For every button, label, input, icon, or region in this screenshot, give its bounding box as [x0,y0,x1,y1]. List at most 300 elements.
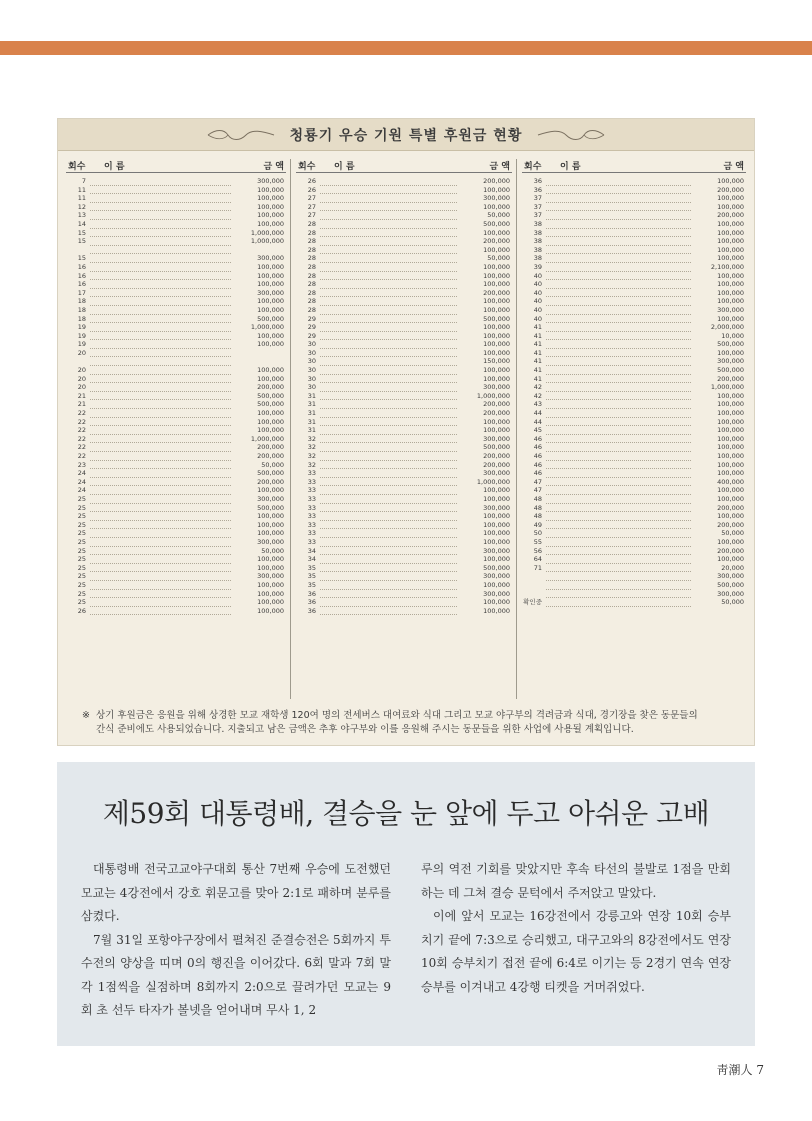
row-amount: 500,000 [717,580,744,589]
table-row [66,203,286,212]
table-row [522,332,746,341]
row-round: 20 [77,374,86,383]
row-name [546,486,691,495]
row-amount: 300,000 [257,537,284,546]
row-round: 25 [77,503,86,512]
table-row [66,512,286,521]
panel-note [82,709,742,737]
table-row [522,426,746,435]
row-name [320,340,457,349]
row-name [320,555,457,564]
row-name [90,263,231,272]
table-row [296,340,512,349]
row-amount: 50,000 [487,254,510,263]
row-amount: 100,000 [483,426,510,435]
row-round: 28 [307,237,316,246]
row-round: 40 [533,288,542,297]
table-row [522,392,746,401]
article-paragraph: 7월 31일 포항야구장에서 펼쳐진 준결승전은 5회까지 투수전의 양상을 띠며 0의 행진을 이어갔다. 6회 말과 7회 말 각 1점씩을 실점하며 8회까지 2:0으로 끌려가던 모교는 9회 초 선두 타자가 볼넷을 얻어내며 무사 1, 2 [81,932,391,1017]
row-round: 20 [77,366,86,375]
table-row [296,357,512,366]
row-amount: 100,000 [483,271,510,280]
row-round: 25 [77,555,86,564]
table-column-2 [296,159,512,699]
row-round: 24 [77,486,86,495]
note-mark: ※ [82,710,90,721]
row-amount: 300,000 [257,288,284,297]
row-amount: 100,000 [717,512,744,521]
row-name [546,392,691,401]
row-round: 46 [533,469,542,478]
row-name [320,332,457,341]
row-amount: 100,000 [717,555,744,564]
row-amount: 300,000 [257,254,284,263]
page-number: 靑潮人 7 [716,1063,764,1077]
table-row [522,547,746,556]
table-row [522,297,746,306]
table-row [66,289,286,298]
row-name [90,547,231,556]
row-round: 21 [77,391,86,400]
row-amount: 200,000 [257,452,284,460]
row-amount [234,246,286,255]
row-round: 49 [533,520,542,529]
row-name [90,512,231,521]
row-round: 22 [77,417,86,426]
table-row [522,254,746,263]
table-row [296,495,512,504]
row-name [546,340,691,349]
row-round: 25 [77,589,86,598]
row-round: 41 [533,340,542,349]
donor-panel [57,118,755,746]
article-paragraph: 대통령배 전국고교야구대회 통산 7번째 우승에 도전했던 모교는 4강전에서 강호 휘문고를 맞아 2:1로 패하며 분루를 삼켰다. [81,862,391,923]
table-row [66,529,286,538]
row-amount: 100,000 [257,417,284,426]
table-row [66,272,286,281]
row-round: 확인중 [523,598,542,607]
table-row [66,435,286,444]
table-row [296,203,512,212]
row-name [90,478,231,487]
row-amount: 500,000 [257,469,284,478]
table-row [296,254,512,263]
row-name [546,375,691,384]
row-name [320,323,457,332]
row-round: 27 [307,211,316,220]
row-round: 46 [533,443,542,452]
table-row [66,315,286,324]
row-name [90,435,231,444]
row-round: 38 [533,219,542,228]
row-name [90,306,231,315]
row-amount: 100,000 [483,580,510,589]
row-amount: 300,000 [257,177,284,185]
row-name [320,461,457,470]
row-round: 16 [77,271,86,280]
row-amount: 1,000,000 [250,228,284,237]
row-round: 29 [307,314,316,323]
row-name [320,280,457,289]
row-name [546,289,691,298]
table-row [296,581,512,590]
row-round: 41 [533,357,542,366]
table-row [522,469,746,478]
row-name [320,581,457,590]
row-name [546,572,691,581]
row-amount: 200,000 [717,185,744,194]
column-divider [516,159,517,699]
row-round: 25 [77,494,86,503]
table-row [296,392,512,401]
row-round: 25 [77,529,86,538]
row-round: 33 [307,520,316,529]
table-row [66,332,286,341]
row-round: 38 [533,245,542,254]
table-row [296,332,512,341]
row-name [546,229,691,238]
row-name [320,590,457,599]
row-round: 50 [533,529,542,538]
row-amount: 100,000 [257,202,284,211]
row-name [90,349,231,358]
table-row [296,461,512,470]
row-amount: 300,000 [483,469,510,478]
row-name [90,529,231,538]
row-amount: 100,000 [257,426,284,435]
row-amount: 100,000 [483,529,510,538]
table-row [66,211,286,220]
table-row [296,521,512,530]
table-row [296,418,512,427]
row-name [320,452,457,461]
table-row [296,590,512,599]
table-row [296,177,512,186]
row-amount: 100,000 [257,340,284,349]
table-row [522,272,746,281]
row-amount: 100,000 [717,348,744,357]
row-round: 27 [307,202,316,211]
row-amount: 100,000 [483,245,510,254]
row-name [320,426,457,435]
row-name [546,461,691,470]
row-name [90,272,231,281]
row-round: 28 [307,262,316,271]
row-round: 40 [533,314,542,323]
table-row [66,469,286,478]
row-amount: 100,000 [483,417,510,426]
row-name [546,400,691,409]
row-round: 37 [533,194,542,203]
table-row [66,263,286,272]
row-name [90,229,231,238]
row-amount: 100,000 [483,374,510,383]
row-amount: 100,000 [483,366,510,375]
table-row [66,547,286,556]
row-round: 48 [533,503,542,512]
row-round: 19 [77,340,86,349]
row-amount: 200,000 [483,409,510,418]
row-name [320,203,457,212]
row-name [320,607,457,616]
row-round: 43 [533,400,542,409]
row-round: 20 [77,383,86,392]
table-row [522,400,746,409]
row-name [90,246,231,255]
row-amount: 200,000 [483,460,510,469]
row-name [546,349,691,358]
table-row [522,452,746,461]
row-round: 16 [77,280,86,289]
row-amount: 100,000 [717,426,744,435]
table-row [66,426,286,435]
row-round: 34 [307,546,316,555]
row-name [90,409,231,418]
ornament-right-icon [536,129,606,141]
row-name [320,469,457,478]
row-name [546,512,691,521]
table-row [522,443,746,452]
header-name: 이 름 [334,162,355,172]
row-round: 44 [533,417,542,426]
row-round: 40 [533,305,542,314]
row-amount: 100,000 [717,537,744,546]
row-round: 25 [77,512,86,521]
table-row [66,237,286,246]
row-amount: 10,000 [721,331,744,340]
row-round: 18 [77,305,86,314]
row-round: 36 [533,185,542,194]
row-round: 33 [307,469,316,478]
table-row [522,220,746,229]
table-row [296,443,512,452]
row-round: 40 [533,297,542,306]
row-round: 38 [533,228,542,237]
article [57,762,755,1046]
row-amount [234,357,286,366]
row-name [320,254,457,263]
table-row [66,555,286,564]
table-rows [296,177,512,615]
row-round: 16 [77,262,86,271]
row-amount: 100,000 [483,555,510,564]
row-name [546,297,691,306]
row-round [66,357,90,366]
row-amount: 100,000 [257,331,284,340]
row-round: 44 [533,409,542,418]
row-round: 25 [77,563,86,572]
row-name [90,555,231,564]
row-amount: 300,000 [483,194,510,203]
article-paragraph: 이에 앞서 모교는 16강전에서 강릉고와 연장 10회 승부치기 끝에 7:3으로 승리했고, 대구고와의 8강전에서도 연장 10회 승부치기 접전 끝에 6:4로 이기는 등 2경기 연속 연장 승부를 이겨내고 4강행 티켓을 거머쥐었다. [421,909,731,994]
row-name [546,443,691,452]
row-amount: 200,000 [717,520,744,529]
row-name [546,366,691,375]
table-row [522,289,746,298]
table-row [522,340,746,349]
table-row [66,409,286,418]
row-name [546,538,691,547]
column-divider [290,159,291,699]
row-round: 31 [307,417,316,426]
table-row [522,280,746,289]
row-round: 25 [77,520,86,529]
row-amount: 20,000 [721,563,744,572]
row-round: 48 [533,494,542,503]
row-amount: 100,000 [257,409,284,418]
row-round: 29 [307,331,316,340]
row-round: 33 [307,529,316,538]
row-amount: 300,000 [257,494,284,503]
row-amount: 100,000 [717,469,744,478]
row-amount: 100,000 [483,297,510,306]
table-row [522,581,746,590]
row-round: 35 [307,563,316,572]
row-amount: 100,000 [257,580,284,589]
row-round: 33 [307,486,316,495]
table-row [296,315,512,324]
row-amount: 100,000 [483,598,510,607]
row-round: 33 [307,537,316,546]
row-round: 56 [533,546,542,555]
table-row [522,590,746,599]
table-row [66,280,286,289]
table-row [296,246,512,255]
row-round: 33 [307,503,316,512]
row-amount: 100,000 [483,280,510,289]
row-amount: 100,000 [257,374,284,383]
table-row [66,375,286,384]
row-amount: 100,000 [483,340,510,349]
row-amount: 50,000 [261,546,284,555]
table-row [66,349,286,358]
row-amount: 50,000 [721,529,744,538]
table-row [522,246,746,255]
row-name [546,555,691,564]
row-amount: 100,000 [717,297,744,306]
table-row [66,177,286,186]
row-round: 36 [533,177,542,185]
row-round: 13 [77,211,86,220]
row-amount: 2,000,000 [710,323,744,332]
table-row [522,486,746,495]
row-amount: 300,000 [717,572,744,581]
table-row [66,590,286,599]
row-name [90,297,231,306]
row-round: 37 [533,202,542,211]
row-round: 46 [533,434,542,443]
row-name [546,547,691,556]
row-amount: 200,000 [483,400,510,409]
row-round: 18 [77,297,86,306]
row-round [522,572,546,581]
row-name [320,237,457,246]
row-name [546,504,691,513]
row-amount: 50,000 [487,211,510,220]
row-name [546,469,691,478]
row-round: 33 [307,494,316,503]
table-row [522,177,746,186]
donor-table [66,159,746,699]
row-name [320,486,457,495]
row-amount: 500,000 [483,314,510,323]
row-amount: 200,000 [717,211,744,220]
row-round: 17 [77,288,86,297]
row-name [320,443,457,452]
row-amount: 100,000 [257,512,284,521]
table-row [66,504,286,513]
table-row [522,555,746,564]
row-name [546,426,691,435]
row-round: 34 [307,555,316,564]
row-amount: 100,000 [257,219,284,228]
table-row [66,572,286,581]
table-row [296,289,512,298]
table-row [522,461,746,470]
row-amount: 200,000 [257,477,284,486]
row-amount: 300,000 [483,589,510,598]
row-name [90,418,231,427]
row-amount: 100,000 [717,460,744,469]
row-round: 48 [533,512,542,521]
table-row [296,186,512,195]
row-name [546,435,691,444]
row-name [320,177,457,186]
table-row [522,478,746,487]
row-amount: 500,000 [257,503,284,512]
row-name [546,246,691,255]
table-row [296,486,512,495]
row-round [522,590,546,599]
row-round: 36 [307,598,316,607]
row-name [90,357,231,366]
table-row [66,229,286,238]
table-row [296,512,512,521]
row-name [90,581,231,590]
row-round: 28 [307,254,316,263]
table-row [522,521,746,530]
table-row [66,220,286,229]
table-row [66,323,286,332]
row-name [320,435,457,444]
row-round: 25 [77,546,86,555]
row-name [320,495,457,504]
row-round: 32 [307,460,316,469]
row-amount: 1,000,000 [250,434,284,443]
table-rows [66,177,286,615]
row-name [90,400,231,409]
row-amount: 100,000 [257,589,284,598]
row-name [320,297,457,306]
table-row [66,607,286,616]
table-row [296,220,512,229]
row-round: 31 [307,426,316,435]
table-row [296,194,512,203]
row-amount: 300,000 [257,572,284,581]
row-name [90,323,231,332]
row-amount: 100,000 [483,228,510,237]
table-row [522,357,746,366]
row-round: 22 [77,434,86,443]
row-amount: 100,000 [717,271,744,280]
table-row [296,237,512,246]
row-amount: 100,000 [717,494,744,503]
row-amount: 100,000 [483,520,510,529]
article-headline: 제59회 대통령배, 결승을 눈 앞에 두고 아쉬운 고배 [102,797,710,830]
row-round: 25 [77,537,86,546]
row-name [546,323,691,332]
row-amount: 300,000 [483,383,510,392]
